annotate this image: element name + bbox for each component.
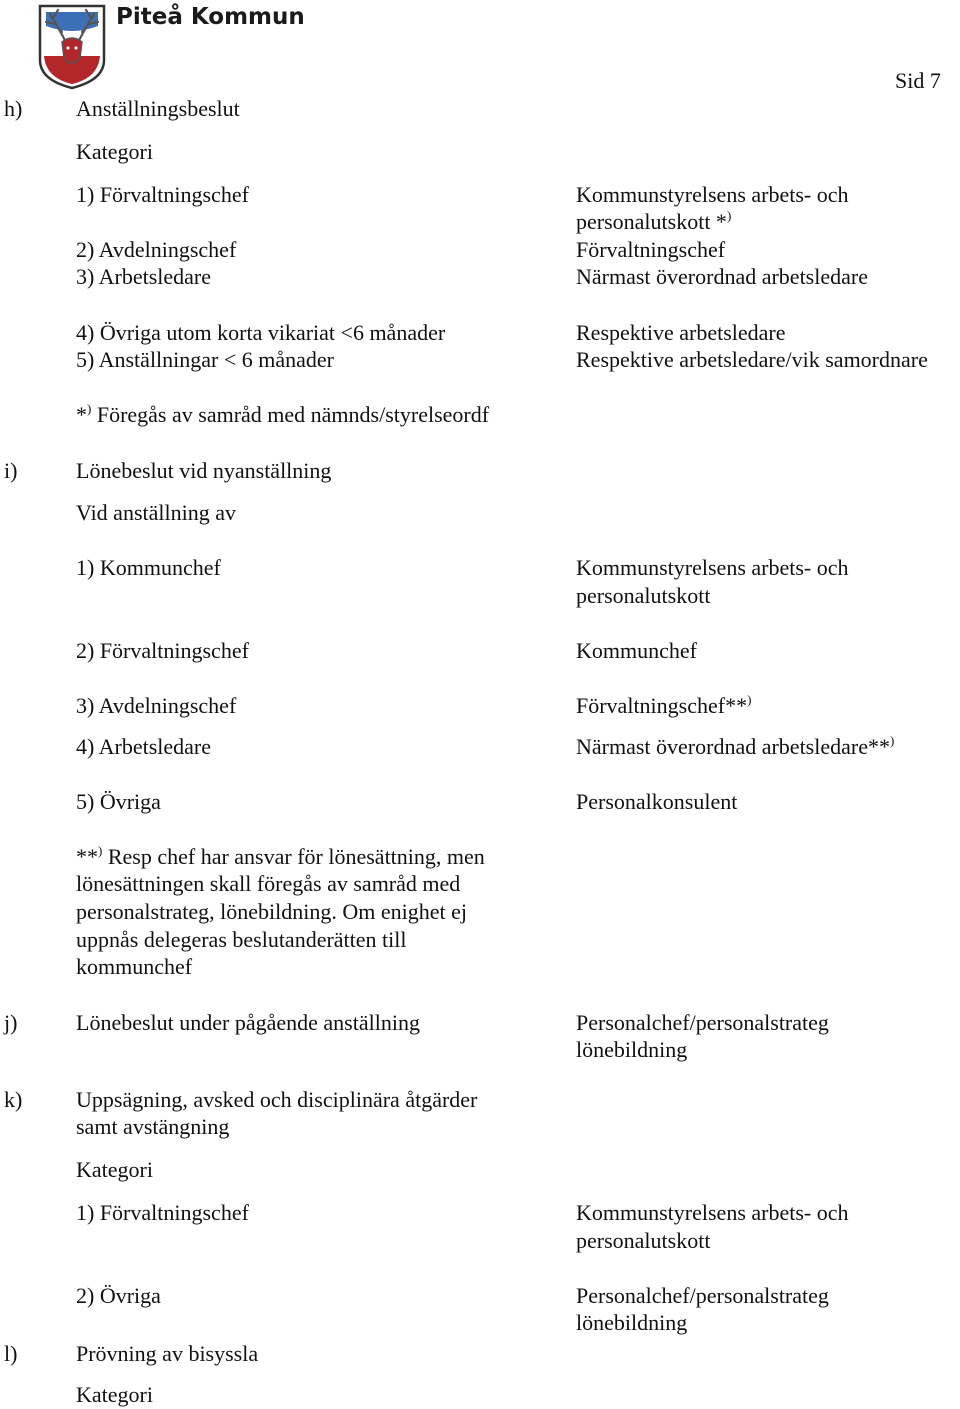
section-h-category: Kategori bbox=[76, 139, 153, 164]
k-row-2-decider-line-1: Personalchef/personalstrateg bbox=[576, 1283, 829, 1308]
i-row-3-item: 3) Avdelningschef bbox=[76, 693, 237, 718]
h-row-3-item: 3) Arbetsledare bbox=[76, 264, 211, 289]
h-row-1-item: 1) Förvaltningschef bbox=[76, 182, 249, 207]
section-k-marker: k) bbox=[4, 1087, 23, 1112]
page-number: Sid 7 bbox=[895, 68, 941, 93]
section-i-marker: i) bbox=[4, 458, 18, 483]
section-i-subtitle: Vid anställning av bbox=[76, 500, 236, 525]
k-row-2-decider-line-2: lönebildning bbox=[576, 1310, 688, 1335]
section-j-marker: j) bbox=[4, 1010, 18, 1035]
h-row-5-item: 5) Anställningar < 6 månader bbox=[76, 347, 335, 372]
section-k-category: Kategori bbox=[76, 1157, 153, 1182]
section-l-title: Prövning av bisyssla bbox=[76, 1341, 259, 1366]
j-decider-line-2: lönebildning bbox=[576, 1037, 688, 1062]
i-row-4-item: 4) Arbetsledare bbox=[76, 734, 211, 759]
i-row-1-decider-line-1: Kommunstyrelsens arbets- och bbox=[576, 555, 849, 580]
i-row-2-decider: Kommunchef bbox=[576, 638, 697, 663]
h-footnote: *) Föregås av samråd med nämnds/styrelseordf bbox=[76, 401, 490, 427]
section-i-title: Lönebeslut vid nyanställning bbox=[76, 458, 332, 483]
i-row-5-decider: Personalkonsulent bbox=[576, 789, 738, 814]
h-row-4-decider: Respektive arbetsledare bbox=[576, 320, 786, 345]
reindeer-crest-logo bbox=[36, 2, 108, 90]
i-row-4-decider: Närmast överordnad arbetsledare**) bbox=[576, 733, 895, 759]
section-l-marker: l) bbox=[4, 1341, 18, 1366]
h-row-3-decider: Närmast överordnad arbetsledare bbox=[576, 264, 868, 289]
section-l-category: Kategori bbox=[76, 1382, 153, 1407]
i-footnote-line-4: uppnås delegeras beslutanderätten till bbox=[76, 927, 407, 952]
i-row-1-decider-line-2: personalutskott bbox=[576, 583, 711, 608]
h-row-4-item: 4) Övriga utom korta vikariat <6 månader bbox=[76, 320, 446, 345]
i-footnote-line-3: personalstrateg, lönebildning. Om enighet ej bbox=[76, 899, 468, 924]
section-h-marker: h) bbox=[4, 96, 23, 121]
k-row-1-item: 1) Förvaltningschef bbox=[76, 1200, 249, 1225]
i-footnote-line-1: **) Resp chef har ansvar för lönesättning, men bbox=[76, 843, 485, 869]
h-row-5-decider: Respektive arbetsledare/vik samordnare bbox=[576, 347, 928, 372]
i-footnote-line-2: lönesättningen skall föregås av samråd med bbox=[76, 871, 461, 896]
municipality-name: Piteå Kommun bbox=[116, 4, 305, 30]
h-row-2-decider: Förvaltningschef bbox=[576, 237, 726, 262]
section-k-title-line-2: samt avstängning bbox=[76, 1114, 230, 1139]
i-row-3-decider: Förvaltningschef**) bbox=[576, 692, 752, 718]
i-row-5-item: 5) Övriga bbox=[76, 789, 161, 814]
section-j-title: Lönebeslut under pågående anställning bbox=[76, 1010, 420, 1035]
h-row-1-superscript: ) bbox=[726, 208, 732, 223]
section-k-title-line-1: Uppsägning, avsked och disciplinära åtgärder bbox=[76, 1087, 478, 1112]
k-row-1-decider-line-2: personalutskott bbox=[576, 1228, 711, 1253]
h-row-1-decider-line-2: personalutskott *) bbox=[576, 208, 732, 234]
i-footnote-line-5: kommunchef bbox=[76, 954, 193, 979]
k-row-1-decider-line-1: Kommunstyrelsens arbets- och bbox=[576, 1200, 849, 1225]
k-row-2-item: 2) Övriga bbox=[76, 1283, 161, 1308]
j-decider-line-1: Personalchef/personalstrateg bbox=[576, 1010, 829, 1035]
i-row-2-item: 2) Förvaltningschef bbox=[76, 638, 249, 663]
section-h-title: Anställningsbeslut bbox=[76, 96, 240, 121]
i-row-1-item: 1) Kommunchef bbox=[76, 555, 221, 580]
h-row-1-decider-line-1: Kommunstyrelsens arbets- och bbox=[576, 182, 849, 207]
h-row-2-item: 2) Avdelningschef bbox=[76, 237, 237, 262]
